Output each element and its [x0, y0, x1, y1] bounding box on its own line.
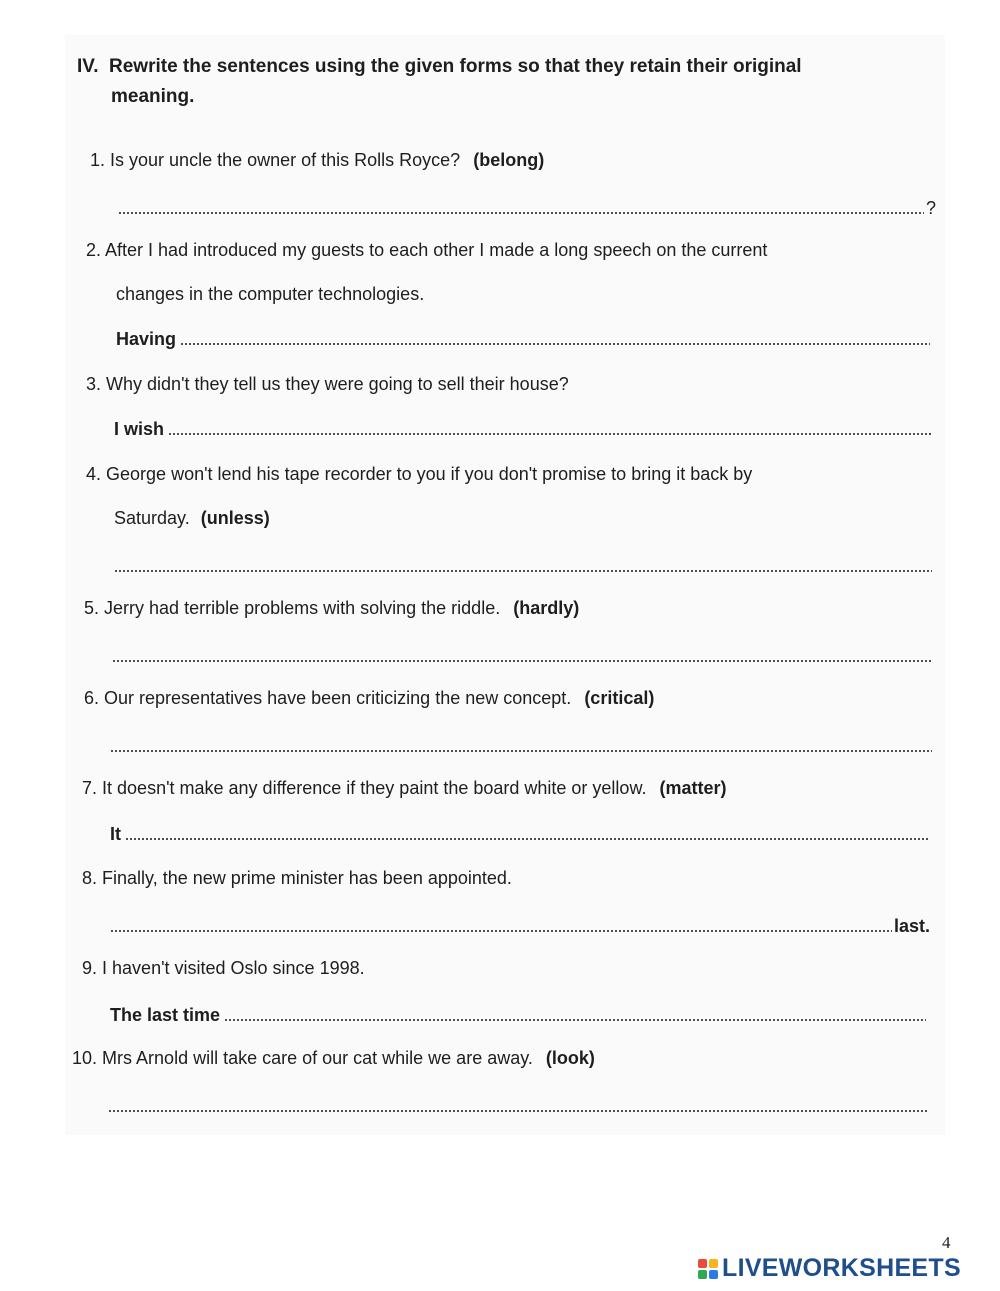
answer-dotted-line[interactable] [125, 837, 930, 841]
answer-dotted-line[interactable] [224, 1018, 926, 1022]
question-hint: (hardly) [513, 598, 580, 618]
answer-field-10[interactable] [108, 1092, 928, 1116]
question-hint: (critical) [584, 688, 655, 708]
answer-dotted-line[interactable] [180, 342, 930, 346]
question-hint: (look) [545, 1048, 595, 1068]
question-number: 2. [86, 240, 102, 260]
answer-dotted-line[interactable] [108, 1109, 928, 1113]
question-hint: (matter) [659, 778, 727, 798]
section-number: IV. [77, 56, 99, 77]
answer-field-7[interactable] [110, 820, 930, 844]
instruction-line-2: meaning. [111, 86, 195, 107]
answer-dotted-line[interactable] [110, 929, 892, 933]
answer-field-8[interactable] [110, 912, 930, 936]
answer-dotted-line[interactable] [110, 749, 932, 753]
question-number: 9. [82, 958, 98, 978]
question-text-line-2: Saturday. [114, 508, 190, 528]
question-hint: (unless) [200, 508, 270, 528]
answer-dotted-line[interactable] [112, 659, 932, 663]
answer-field-5[interactable] [112, 642, 932, 666]
section-heading [77, 50, 802, 107]
question-number: 8. [82, 868, 98, 888]
answer-dotted-line[interactable] [168, 432, 932, 436]
question-text: George won't lend his tape recorder to you if you don't promise to bring it back by [106, 464, 753, 484]
answer-field-6[interactable] [110, 732, 932, 756]
logo-mark-icon [698, 1259, 718, 1279]
answer-prefix: It [110, 824, 121, 844]
question-2 [86, 238, 767, 262]
question-number: 1. [90, 150, 106, 170]
answer-prefix: The last time [110, 1005, 221, 1025]
answer-prefix: I wish [114, 419, 165, 439]
question-text: After I had introduced my guests to each other I made a long speech on the current [105, 240, 768, 260]
answer-suffix: ? [925, 198, 936, 218]
question-1 [90, 148, 544, 172]
answer-prefix: Having [116, 329, 177, 349]
question-number: 4. [86, 464, 102, 484]
question-10 [72, 1046, 595, 1070]
answer-field-2[interactable] [116, 325, 930, 349]
question-text: Why didn't they tell us they were going to sell their house? [106, 374, 569, 394]
question-text: I haven't visited Oslo since 1998. [102, 958, 365, 978]
question-2-continuation: changes in the computer technologies. [116, 284, 425, 304]
page-number: 4 [942, 1233, 951, 1252]
answer-field-9[interactable] [110, 1001, 926, 1025]
answer-suffix: last. [893, 916, 930, 936]
answer-field-1[interactable] [118, 194, 936, 218]
question-number: 10. [72, 1048, 98, 1068]
question-text: Finally, the new prime minister has been appointed. [102, 868, 512, 888]
question-7 [82, 776, 726, 800]
question-5 [84, 596, 579, 620]
question-number: 3. [86, 374, 102, 394]
question-text: Jerry had terrible problems with solving the riddle. [104, 598, 501, 618]
question-4-continuation [114, 506, 270, 530]
question-3 [86, 372, 569, 396]
question-text: Is your uncle the owner of this Rolls Royce? [110, 150, 461, 170]
instruction-line-1: Rewrite the sentences using the given forms so that they retain their original [109, 56, 802, 77]
logo-text: LIVEWORKSHEETS [722, 1254, 961, 1282]
question-number: 7. [82, 778, 98, 798]
answer-field-3[interactable] [114, 415, 932, 439]
answer-dotted-line[interactable] [114, 569, 932, 573]
liveworksheets-logo[interactable] [698, 1254, 961, 1283]
answer-dotted-line[interactable] [118, 211, 924, 215]
question-number: 6. [84, 688, 100, 708]
question-text: Mrs Arnold will take care of our cat while we are away. [102, 1048, 533, 1068]
question-hint: (belong) [473, 150, 545, 170]
question-9 [82, 956, 365, 980]
question-number: 5. [84, 598, 100, 618]
answer-field-4[interactable] [114, 552, 932, 576]
question-text: Our representatives have been criticizing the new concept. [104, 688, 572, 708]
question-4 [86, 462, 752, 486]
question-8 [82, 866, 512, 890]
question-6 [84, 686, 654, 710]
question-text: It doesn't make any difference if they paint the board white or yellow. [102, 778, 647, 798]
